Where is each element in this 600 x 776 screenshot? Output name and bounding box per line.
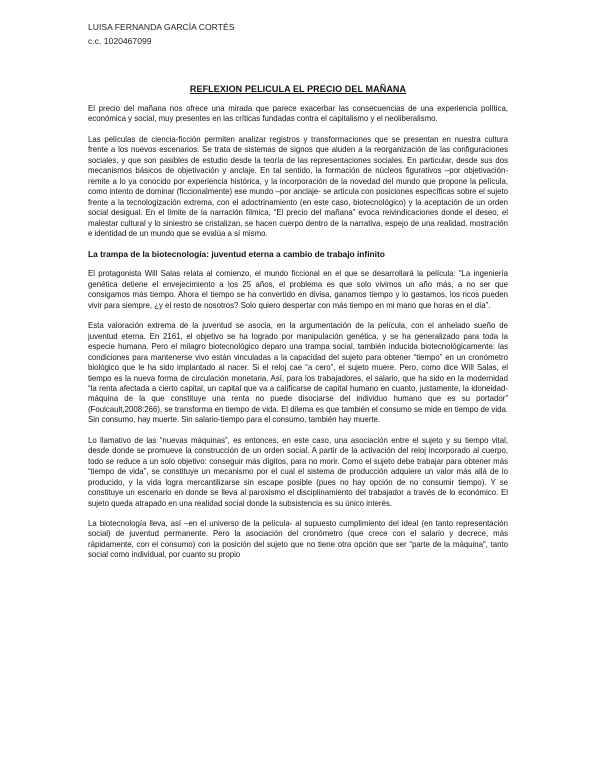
body-paragraph: Lo llamativo de las “nuevas máquinas”, es entonces, en este caso, una asociación entre el sujeto y su tiempo vital, desde donde se promueve la construcción de un orden social. A partir de la activación del reloj incorporado al cuerpo, todo se reduce a un solo objetivo: conseguir más dígitos, para no morir. Como el sujeto debe trabajar para obtener más “tiempo de vida”, se constituye un mecanismo por el cual el sistema de producción adquiere un valor más allá de lo producido, y la vida logra mercantilizarse sin escape posible (pues no hay opción de no consumir tiempo). Y se constituye un escenario en donde se lleva al paroxismo el disciplinamiento del trabajador a través de lo económico. El sujeto queda atrapado en una realidad social donde la subsistencia es su único interés. [88, 435, 508, 508]
section-heading: La trampa de la biotecnología: juventud eterna a cambio de trabajo infinito [88, 249, 385, 260]
document-body [88, 104, 508, 571]
intro-paragraph: El precio del mañana nos ofrece una mirada que parece exacerbar las consecuencias de una experiencia política, económica y social, muy presentes en las críticas fundadas contra el capitalismo y el neoliberalismo. [88, 104, 508, 124]
body-paragraph: Esta valoración extrema de la juventud se asocia, en la argumentación de la película, con el anhelado sueño de juventud eterna. En 2161, el objetivo se ha logrado por manipulación genética, y se ha generalizado para toda la especie humana. Pero el milagro biotecnológico deparo una trampa social, también inducida biotecnológicamente: las condiciones para mantenerse vivo están vinculadas a la capacidad del sujeto para obtener “tiempo” en un cronómetro biológico que le ha sido implantado al nacer. Si el reloj cae “a cero”, el sujeto muere. Pero, como dice Will Salas, el tiempo es la nueva forma de circulación monetaria. Así, para los trabajadores, el salario, que ha sido en la modernidad “la renta afectada a cierto capital, un capital que va a calificarse de capital humano en cuanto, justamente, la idoneidad-máquina de la que constituye una renta no puede disociarse del individuo humano que es su portador” (Foulcault,2008:266), se transforma en tiempo de vida. El dilema es que también el consumo se mide en tiempo de vida. Sin consumo, hay muerte. Sin salario-tiempo para el consumo, también hay muerte. [88, 321, 508, 425]
body-paragraph: Las películas de ciencia-ficción permiten analizar registros y transformaciones que se presentan en nuestra cultura frente a los nuevos escenarios. Se trata de sistemas de signos que aluden a la reorganización de las configuraciones sociales, y que son pasibles de estudio desde la teoría de las representaciones sociales. En particular, desde sus dos mecanismos básicos de objetivación y anclaje. En tal sentido, la formación de núcleos figurativos –por objetivación- remite a lo ya conocido por experiencia histórica, y la incorporación de la novedad del mundo que propone la película, como intento de dominar (ficcionalmente) ese mundo –por anclaje- se articula con posiciones específicas sobre el sujeto frente a la tecnologización extrema, con el adoctrinamiento (en este caso, biotecnológico) y la aceptación de un orden social desigual. En el límite de la narración fílmica, “El precio del mañana” evoca reivindicaciones donde el deseo, el malestar cultural y lo siniestro se cristalizan, se hacen cuerpo dentro de la narrativa, espejo de una realidad, mostración e identidad de un mundo que se evalúa a sí mismo. [88, 134, 508, 238]
body-paragraph: La biotecnología lleva, así –en el universo de la película- al supuesto cumplimiento del ideal (en tanto representación social) de juventud permanente. Pero la asociación del cronómetro (que crece con el salario y decrece, más rápidamente, con el consumo) con la posición del sujeto que no tiene otra opción que ser “parte de la máquina”, tanto social como individual, por cuanto su propio [88, 518, 508, 560]
document-title: REFLEXION PELICULA EL PRECIO DEL MAÑANA [189, 84, 407, 94]
author-name: LUISA FERNANDA GARCÍA CORTÉS [88, 22, 235, 32]
author-id: c.c. 1020467099 [88, 36, 152, 46]
author-block [88, 20, 234, 48]
body-paragraph: El protagonista Will Salas relata al comienzo, el mundo ficcional en el que se desarrollará la película: “La ingeniería genética detiene el envejecimiento a los 25 años, el problema es que solo vivimos un año más, a no ser que consigamos más tiempo. Ahora el tiempo se ha convertido en divisa, ganamos tiempo y lo gastamos, los ricos pueden vivir para siempre, ¿y el resto de nosotros? Solo quiero despertar con más tiempo en mi mano que horas en el día”. [88, 269, 508, 310]
